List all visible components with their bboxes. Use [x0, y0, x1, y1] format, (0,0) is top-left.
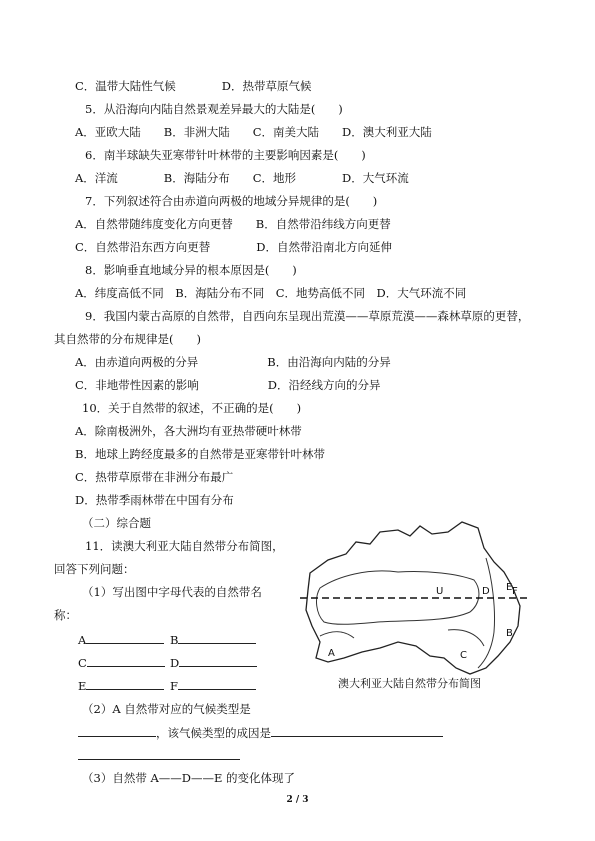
map-label-e: E [506, 582, 513, 593]
q11-part1-cont: 称： [54, 608, 77, 622]
q4-option-c-d: C．温带大陆性气候 D．热带草原气候 [75, 79, 312, 93]
map-label-d: D [482, 586, 490, 597]
map-label-u: U [436, 586, 444, 597]
question-10: 10．关于自然带的叙述，不正确的是( ) [82, 401, 302, 415]
q10-option-c: C．热带草原带在非洲分布最广 [75, 470, 234, 484]
q8-options: A．纬度高低不同 B．海陆分布不同 C．地势高低不同 D．大气环流不同 [75, 286, 467, 300]
question-5: 5．从沿海向内陆自然景观差异最大的大陆是( ) [85, 102, 343, 116]
q6-options: A．洋流 B．海陆分布 C．地形 D．大气环流 [75, 171, 409, 185]
q10-option-a: A．除南极洲外，各大洲均有亚热带硬叶林带 [75, 424, 302, 438]
question-11: 11．读澳大利亚大陆自然带分布简图， [85, 539, 284, 553]
question-7: 7．下列叙述符合由赤道向两极的地域分异规律的是( ) [85, 194, 378, 208]
blank-f[interactable]: F [170, 677, 256, 694]
q5-options: A．亚欧大陆 B．非洲大陆 C．南美大陆 D．澳大利亚大陆 [75, 125, 432, 139]
question-6: 6．南半球缺失亚寒带针叶林带的主要影响因素是( ) [85, 148, 366, 162]
q11-part3: （3）自然带 A——D——E 的变化体现了 [82, 771, 296, 785]
map-caption: 澳大利亚大陆自然带分布简图 [338, 677, 481, 690]
map-label-f: F [512, 586, 518, 597]
q9-options-cd: C．非地带性因素的影响 D．沿经线方向的分异 [75, 378, 381, 392]
q9-options-ab: A．由赤道向两极的分异 B．由沿海向内陆的分异 [75, 355, 391, 369]
blank-b[interactable]: B [170, 631, 256, 648]
q7-options-cd: C．自然带沿东西方向更替 D．自然带沿南北方向延伸 [75, 240, 393, 254]
q11-part2-blank[interactable] [78, 747, 240, 764]
blank-d[interactable]: D [170, 654, 257, 671]
q11-part1: （1）写出图中字母代表的自然带名 [82, 585, 262, 599]
blank-a[interactable]: A [78, 631, 164, 648]
q11-part2-cont[interactable]: ，该气候类型的成因是 [78, 724, 443, 741]
q10-option-d: D．热带季雨林带在中国有分布 [75, 493, 234, 507]
blank-e[interactable]: E [78, 677, 164, 694]
map-label-a: A [328, 648, 335, 659]
question-11-cont: 回答下列问题： [54, 562, 135, 576]
zone-boundary-southeast [448, 630, 484, 646]
zone-boundary-east [478, 558, 495, 668]
q7-options-ab: A．自然带随纬度变化方向更替 B．自然带沿纬线方向更替 [75, 217, 391, 231]
question-9: 9．我国内蒙古高原的自然带，自西向东呈现出荒漠——草原荒漠——森林草原的更替， [85, 309, 530, 323]
question-8: 8．影响垂直地域分异的根本原因是( ) [85, 263, 297, 277]
map-label-b: B [506, 628, 513, 639]
australia-natural-zones-map [298, 518, 533, 698]
zone-boundary-southwest [320, 632, 354, 638]
q10-option-b: B．地球上跨经度最多的自然带是亚寒带针叶林带 [75, 447, 325, 461]
section-heading: （二）综合题 [82, 516, 151, 530]
map-label-c: C [460, 650, 467, 661]
blank-c[interactable]: C [78, 654, 165, 671]
page-number: 2 / 3 [286, 795, 309, 805]
question-9-cont: 其自然带的分布规律是( ) [54, 332, 201, 346]
q11-part2: （2）A 自然带对应的气候类型是 [82, 702, 251, 716]
